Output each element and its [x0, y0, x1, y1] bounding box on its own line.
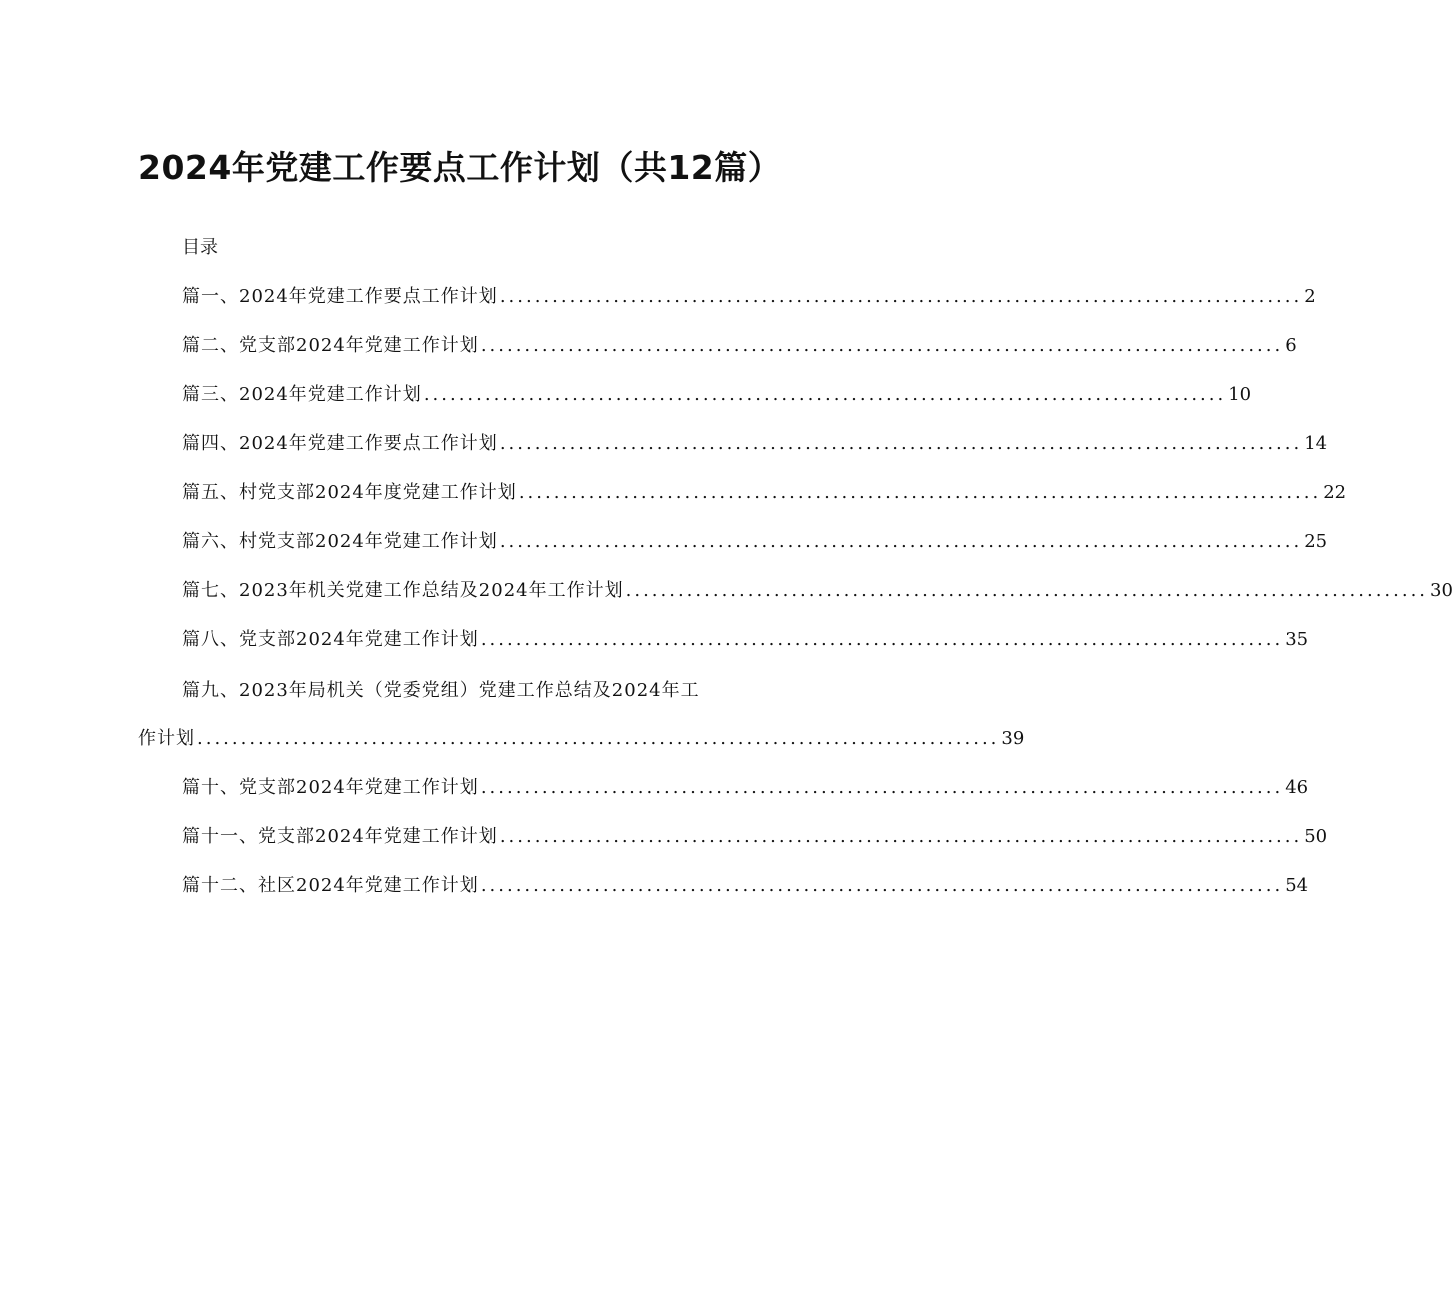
toc-entry-5[interactable]: [182, 479, 1347, 507]
toc-entry-label: 篇十二、社区2024年党建工作计划: [182, 875, 479, 896]
toc-entry-3[interactable]: [182, 381, 1252, 409]
toc-dot-leader: ............................................................................................: [480, 875, 1284, 896]
toc-entry-4[interactable]: [182, 430, 1328, 458]
toc-entry-1[interactable]: [182, 283, 1316, 311]
toc-entry-label: 篇十、党支部2024年党建工作计划: [182, 777, 479, 798]
toc-entry-label: 篇三、2024年党建工作计划: [182, 384, 422, 405]
toc-page-number: 35: [1285, 629, 1309, 650]
toc-page-number: 10: [1228, 384, 1252, 405]
toc-entry-2[interactable]: [182, 332, 1297, 360]
toc-entry-10[interactable]: [182, 774, 1309, 802]
toc-entry-6[interactable]: [182, 528, 1328, 556]
toc-dot-leader: ............................................................................................: [499, 826, 1303, 847]
toc-dot-leader: ............................................................................................: [518, 482, 1322, 503]
toc-page-number: 25: [1304, 531, 1328, 552]
toc-page-number: 46: [1285, 777, 1309, 798]
toc-page-number: 14: [1304, 433, 1328, 454]
toc-entry-label: 篇五、村党支部2024年度党建工作计划: [182, 482, 517, 503]
toc-page-number: 6: [1285, 335, 1297, 356]
toc-page-number: 2: [1304, 286, 1316, 307]
toc-dot-leader: ............................................................................................: [480, 777, 1284, 798]
toc-entry-label: 篇十一、党支部2024年党建工作计划: [182, 826, 498, 847]
toc-page-number: 54: [1285, 875, 1309, 896]
toc-page-number: 22: [1323, 482, 1347, 503]
toc-entry-label: 篇六、村党支部2024年党建工作计划: [182, 531, 498, 552]
document-title: 2024年党建工作要点工作计划（共12篇）: [138, 148, 782, 187]
toc-dot-leader: ............................................................................................: [499, 531, 1303, 552]
toc-dot-leader: ............................................................................................: [499, 433, 1303, 454]
toc-entry-8[interactable]: [182, 626, 1309, 654]
toc-entry-label: 作计划: [138, 728, 195, 749]
toc-entry-9-line-1[interactable]: 篇九、2023年局机关（党委党组）党建工作总结及2024年工: [182, 680, 700, 701]
toc-page-number: 50: [1304, 826, 1328, 847]
toc-entry-9[interactable]: [138, 725, 1025, 753]
toc-entry-label: 篇四、2024年党建工作要点工作计划: [182, 433, 498, 454]
toc-dot-leader: ............................................................................................: [499, 286, 1303, 307]
toc-dot-leader: ............................................................................................: [423, 384, 1227, 405]
toc-heading: 目录: [182, 237, 218, 258]
toc-entry-12[interactable]: [182, 872, 1309, 900]
toc-entry-label: 篇七、2023年机关党建工作总结及2024年工作计划: [182, 580, 624, 601]
toc-dot-leader: ............................................................................................: [625, 580, 1429, 601]
toc-dot-leader: ............................................................................................: [480, 629, 1284, 650]
toc-entry-label: 篇一、2024年党建工作要点工作计划: [182, 286, 498, 307]
toc-entry-label: 篇八、党支部2024年党建工作计划: [182, 629, 479, 650]
toc-dot-leader: ............................................................................................: [480, 335, 1284, 356]
toc-entry-11[interactable]: [182, 823, 1328, 851]
toc-entry-7[interactable]: [182, 577, 1453, 605]
toc-page-number: 39: [1001, 728, 1025, 749]
toc-page-number: 30: [1430, 580, 1453, 601]
toc-dot-leader: ............................................................................................: [197, 728, 1000, 749]
toc-entry-label: 篇二、党支部2024年党建工作计划: [182, 335, 479, 356]
